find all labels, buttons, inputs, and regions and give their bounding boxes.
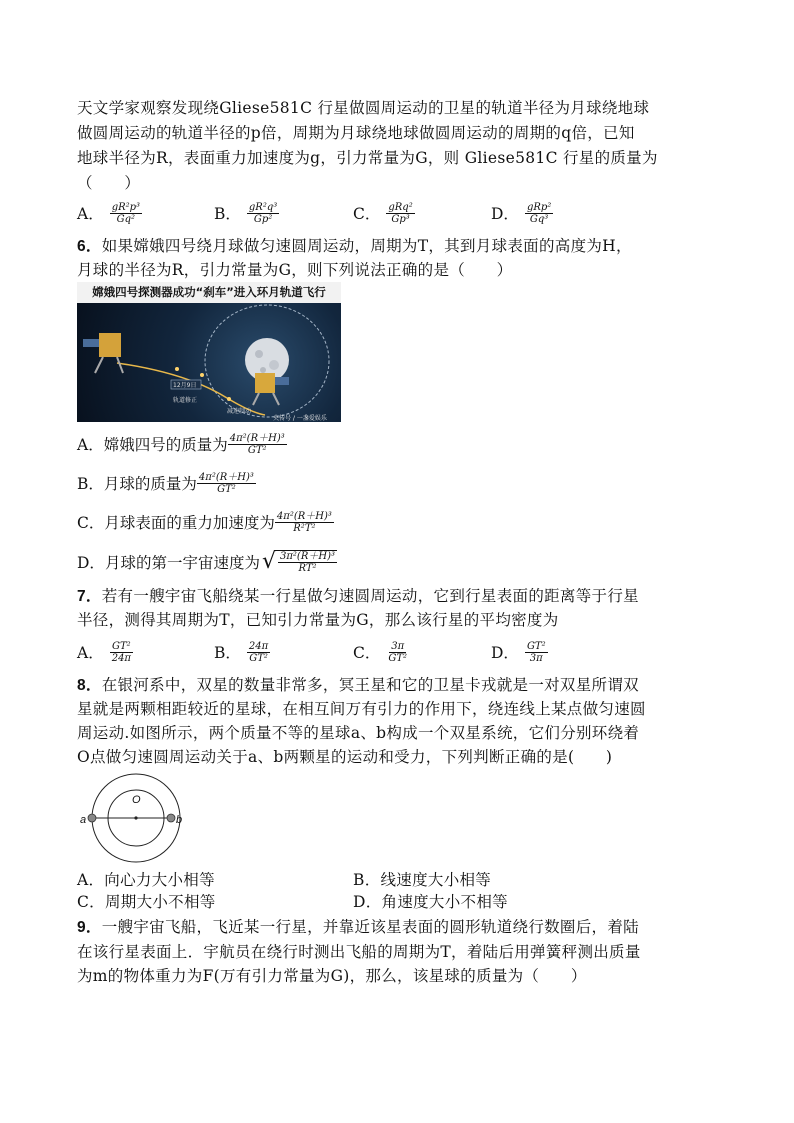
numerator: gR²p³: [111, 201, 141, 213]
option-letter: D．: [491, 205, 519, 223]
option-text: 月球的质量为: [103, 475, 197, 493]
binary-star-diagram: [75, 772, 195, 864]
fraction: [525, 202, 553, 225]
label-b: b: [176, 814, 183, 826]
denominator: GT²: [247, 444, 267, 456]
denominator: Gq²: [116, 213, 136, 225]
q8-options-row-1: [77, 868, 742, 892]
q8-text: 在银河系中，双星的数量非常多，冥王星和它的卫星卡戎就是一对双星所谓双: [101, 676, 639, 694]
option-letter: C．: [77, 893, 105, 911]
denominator: 24π: [111, 652, 131, 664]
fraction: [110, 202, 142, 225]
fraction: [228, 433, 287, 456]
numerator: 3π²(R＋H)³: [279, 551, 335, 562]
q8-line-3: 周运动.如图所示，两个质量不等的星球a、b构成一个双星系统，它们分别环绕着: [77, 724, 640, 742]
option-letter: D．: [491, 644, 519, 662]
q9-text: 一艘宇宙飞船，飞近某一行星，并靠近该星表面的圆形轨道绕行数圈后，着陆: [101, 918, 639, 936]
q7-text: 若有一艘宇宙飞船绕某一行星做匀速圆周运动，它到行星表面的距离等于行星: [101, 587, 639, 605]
probe-icon-right: [253, 373, 289, 405]
q8-line-2: 星就是两颗相距较近的星球，在相互间万有引力的作用下，绕连线上某点做匀速圆: [77, 700, 646, 718]
option-text: 线速度大小相等: [380, 871, 492, 889]
numerator: gRp²: [526, 201, 552, 213]
denominator: GT²: [249, 652, 268, 664]
question-number: 7．: [77, 588, 102, 605]
denominator: GT²: [388, 652, 408, 664]
option-letter: A．: [77, 644, 104, 662]
option-letter: D．: [353, 893, 382, 911]
q9-line-2: 在该行星表面上．宇航员在绕行时测出飞船的周期为T，着陆后用弹簧秤测出质量: [77, 943, 641, 961]
q5-option-a[interactable]: [77, 197, 142, 229]
option-text: 月球表面的重力加速度为: [104, 514, 275, 532]
date-label: 12月9日: [173, 382, 197, 389]
q7-options: [77, 636, 742, 668]
q8-option-a[interactable]: [77, 871, 215, 889]
star-b: [167, 814, 175, 822]
chang-e-4-photo: [77, 282, 341, 422]
option-text: 周期大小不相等: [104, 893, 216, 911]
q6-line-1: [77, 234, 742, 259]
fraction: [386, 202, 414, 225]
fraction: [525, 641, 548, 664]
numerator: 4π²(R＋H)³: [198, 471, 254, 483]
q6-option-b[interactable]: [77, 466, 256, 500]
q6-option-d[interactable]: [77, 545, 337, 579]
q5-line-1: 天文学家观察发现绕Gliese581C 行星做圆周运动的卫星的轨道半径为月球绕地球: [77, 99, 650, 117]
q7-option-a[interactable]: [77, 636, 133, 668]
fraction: [247, 641, 270, 664]
q5-line-3: 地球半径为R，表面重力加速度为g，引力常量为G，则 Gliese581C 行星的质量为: [77, 149, 658, 167]
denominator: Gp³: [391, 213, 410, 225]
q5-option-b[interactable]: [214, 197, 279, 229]
star-a: [88, 814, 96, 822]
option-letter: A．: [77, 871, 105, 889]
q8-line-1: [77, 673, 742, 698]
numerator: 4π²(R＋H)³: [229, 432, 285, 444]
q7-option-b[interactable]: [214, 636, 270, 668]
question-number: 6．: [77, 238, 102, 255]
q8-option-d[interactable]: [353, 890, 508, 914]
q5-line-2: 做圆周运动的轨道半径的p倍，周期为月球绕地球做圆周运动的周期的q倍，已知: [77, 124, 635, 142]
numerator: 4π²(R＋H)³: [276, 510, 332, 522]
option-text: 角速度大小不相等: [381, 893, 508, 911]
option-letter: C．: [77, 514, 105, 532]
radical-icon: √: [261, 549, 276, 574]
q5-option-c[interactable]: [353, 197, 415, 229]
denominator: R²T²: [293, 522, 316, 534]
option-letter: B．: [214, 644, 241, 662]
denominator: 3π: [529, 652, 543, 664]
option-letter: A．: [77, 205, 104, 223]
q8-options-row-2: [77, 890, 742, 914]
photo-title: 嫦娥四号探测器成功“刹车”进入环月轨道飞行: [77, 282, 341, 303]
option-text: 嫦娥四号的质量为: [103, 436, 228, 454]
denominator: Gp²: [253, 213, 273, 225]
q6-text: 如果嫦娥四号绕月球做匀速圆周运动，周期为T，其到月球表面的高度为H，: [101, 237, 632, 255]
numerator: gRq²: [388, 201, 413, 213]
q7-line-1: [77, 584, 742, 609]
q6-option-a[interactable]: [77, 427, 287, 461]
square-root: [262, 550, 337, 574]
option-letter: B．: [77, 475, 104, 493]
option-letter: C．: [353, 205, 381, 223]
label-a: a: [80, 814, 87, 826]
denominator: Gq³: [529, 213, 549, 225]
fraction: [197, 472, 256, 495]
denominator: GT²: [217, 483, 236, 495]
question-number: 8．: [77, 677, 102, 694]
fraction: [110, 641, 133, 664]
q8-line-4: O点做匀速圆周运动关于a、b两颗星的运动和受力，下列判断正确的是( ): [77, 748, 613, 766]
q9-line-3: 为m的物体重力为F(万有引力常量为G)，那么，该星球的质量为（ ）: [77, 967, 587, 985]
fraction: [386, 641, 409, 664]
option-letter: D．: [77, 554, 105, 572]
orbit-correction-label: 轨道修正: [173, 397, 198, 404]
q6-line-2: 月球的半径为R，引力常量为G，则下列说法正确的是（ ）: [77, 261, 513, 279]
numerator: GT²: [112, 640, 131, 652]
q6-option-c[interactable]: [77, 505, 334, 539]
q5-line-4: （ ）: [77, 174, 141, 192]
q5-options: [77, 197, 742, 229]
q7-line-2: 半径，测得其周期为T，已知引力常量为G，那么该行星的平均密度为: [77, 611, 559, 629]
option-letter: B．: [214, 205, 241, 223]
question-number: 9．: [77, 919, 102, 936]
numerator: 3π: [391, 640, 405, 652]
numerator: GT²: [526, 640, 546, 652]
brake-label: 减速制动: [227, 408, 252, 415]
center-point: [134, 816, 137, 819]
q7-option-d[interactable]: [491, 636, 548, 668]
q9-line-1: [77, 915, 742, 940]
fraction: [275, 511, 334, 534]
label-o: O: [132, 794, 141, 806]
q5-option-d[interactable]: [491, 197, 553, 229]
option-letter: B．: [353, 871, 381, 889]
photo-credit: 央传号 / 一盏爱娱乐: [273, 415, 327, 422]
fraction: [276, 550, 337, 574]
probe-icon-left: [83, 333, 123, 373]
option-letter: C．: [353, 644, 381, 662]
numerator: gR²q³: [248, 201, 278, 213]
numerator: 24π: [248, 640, 269, 652]
fraction: [247, 202, 279, 225]
denominator: RT²: [298, 563, 317, 574]
photo-art: [77, 303, 341, 422]
option-text: 向心力大小相等: [104, 871, 215, 889]
option-text: 月球的第一宇宙速度为: [104, 554, 260, 572]
q7-option-c[interactable]: [353, 636, 409, 668]
q8-option-b[interactable]: [353, 868, 491, 892]
q8-option-c[interactable]: [77, 893, 216, 911]
option-letter: A．: [77, 436, 104, 454]
